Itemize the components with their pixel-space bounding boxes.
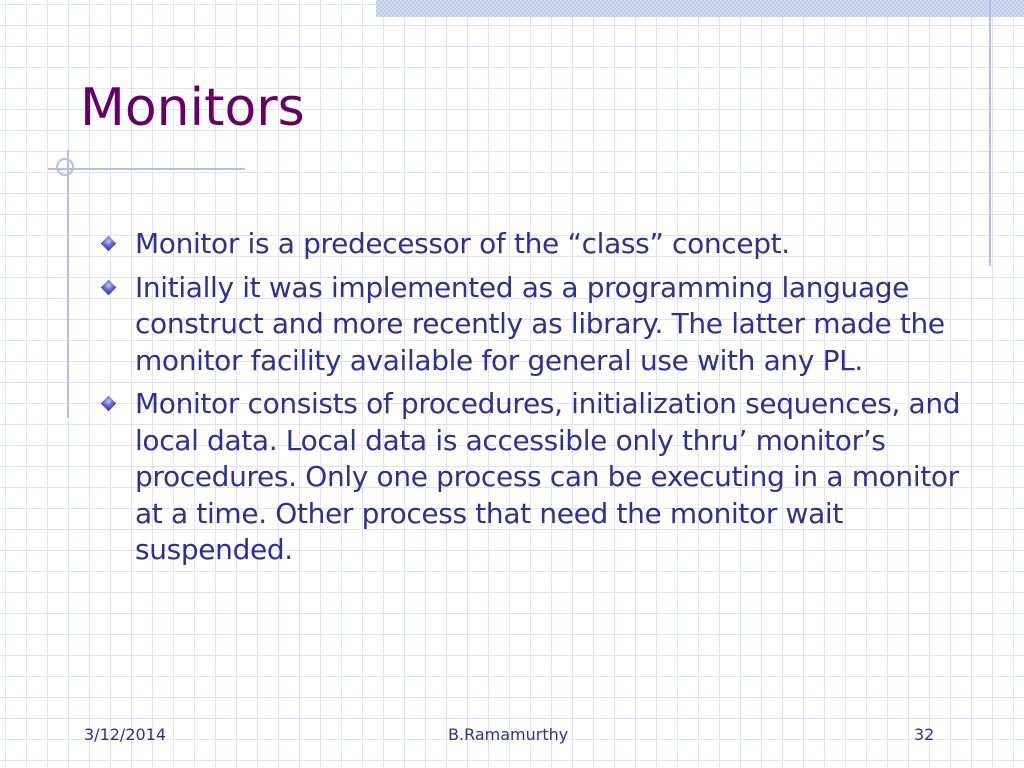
footer-author: B.Ramamurthy [448, 725, 569, 744]
diamond-bullet-icon [101, 396, 117, 412]
bullet-item [98, 270, 978, 380]
bullet-text: Monitor is a predecessor of the “class” concept. [135, 227, 790, 260]
footer-date: 3/12/2014 [84, 725, 167, 744]
bullet-text: Initially it was implemented as a programming language construct and more recently as library. The latter made the monitor facility available for general use with any PL. [135, 270, 945, 377]
diamond-bullet-icon [101, 279, 117, 295]
decorative-vertical-line [67, 150, 69, 418]
diamond-bullet-icon [101, 236, 117, 252]
decorative-top-band [376, 0, 1024, 17]
bullet-item [98, 386, 978, 569]
bullet-text: Monitor consists of procedures, initialization sequences, and local data. Local data is accessible only thru’ monitor’s procedures. Only one process can be executing in a monitor at a time. Other process that need the monitor wait suspended. [135, 387, 961, 566]
footer-page-number: 32 [914, 725, 935, 744]
bullet-list [98, 226, 978, 576]
decorative-horizontal-line [48, 168, 245, 170]
slide-title: Monitors [80, 78, 305, 138]
decorative-right-line [989, 0, 991, 266]
decorative-crosshair-ring [56, 158, 74, 176]
bullet-item [98, 226, 978, 263]
